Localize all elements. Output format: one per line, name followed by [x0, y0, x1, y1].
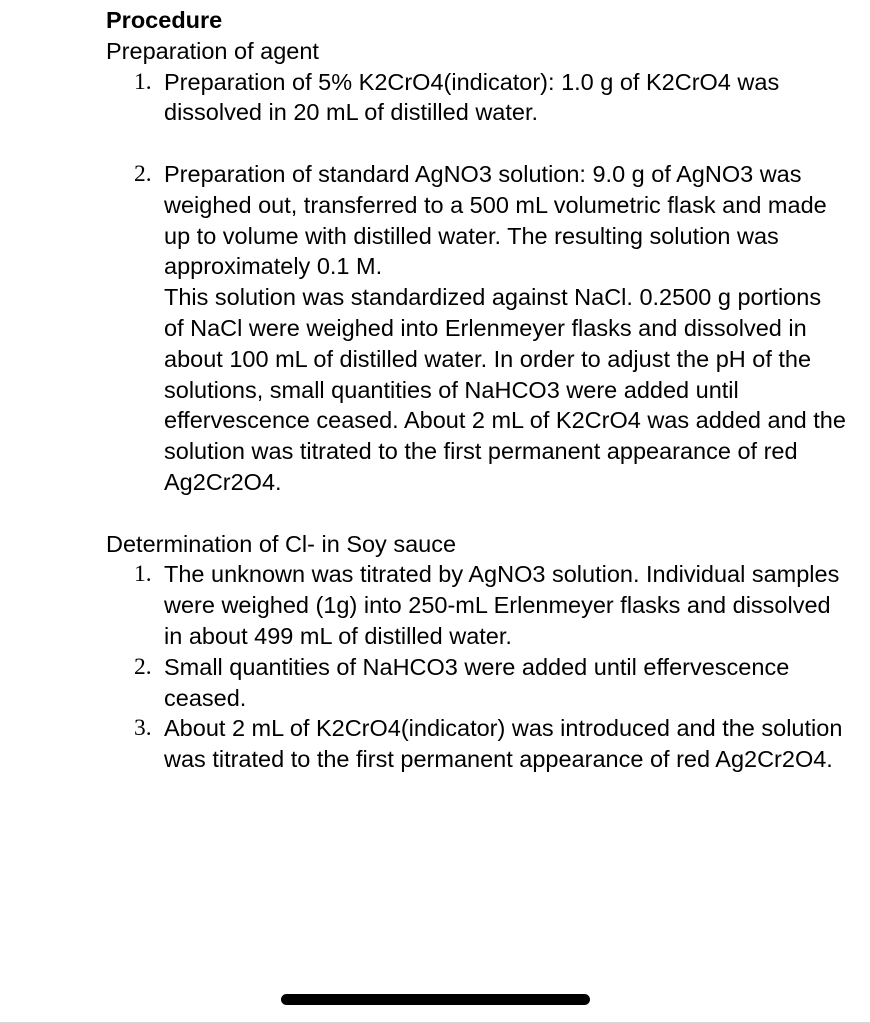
list-item-number: 2. [134, 653, 152, 680]
list-item [106, 67, 846, 129]
list-item-text: About 2 mL of K2CrO4(indicator) was introduced and the solution was titrated to the first permanent appearance of red Ag2Cr2O4. [164, 715, 843, 773]
procedure-heading: Procedure [106, 7, 223, 33]
list-item-text-continued: This solution was standardized against NaCl. 0.2500 g portions of NaCl were weighed into Erlenmeyer flasks and dissolved in about 100 mL of distilled water. In order to adjust the pH of the solutions, small quantities of NaHCO3 were added until effervescence ceased. About 2 mL of K2CrO4 was added and the solution was titrated to the first permanent appearance of red Ag2Cr2O4. [164, 284, 846, 495]
section-spacer [106, 498, 846, 529]
list-item-text: Preparation of standard AgNO3 solution: 9.0 g of AgNO3 was weighed out, transferred to a 500 mL volumetric flask and made up to volume with distilled water. The resulting solution was approximately 0.1 M. [164, 160, 827, 280]
section-title-determination: Determination of Cl- in Soy sauce [106, 530, 457, 557]
list-spacer [106, 128, 846, 159]
list-item-number: 1. [134, 561, 152, 588]
list-item [106, 159, 846, 498]
list-item-text: Preparation of 5% K2CrO4(indicator): 1.0 g of K2CrO4 was dissolved in 20 mL of distilled water. [164, 68, 780, 126]
list-item [106, 652, 846, 714]
procedure-document [106, 5, 846, 775]
home-indicator-bar[interactable] [281, 994, 590, 1005]
determination-list [106, 559, 846, 775]
list-item [106, 559, 846, 651]
list-item-number: 1. [134, 68, 152, 95]
section-title-preparation: Preparation of agent [106, 37, 319, 64]
list-item [106, 713, 846, 775]
list-item-text: The unknown was titrated by AgNO3 solution. Individual samples were weighed (1g) into 250-mL Erlenmeyer flasks and dissolved in about 499 mL of distilled water. [164, 561, 840, 649]
list-item-text: Small quantities of NaHCO3 were added until effervescence ceased. [164, 653, 790, 711]
preparation-list [106, 67, 846, 498]
list-item-number: 3. [134, 715, 152, 742]
list-item-number: 2. [134, 160, 152, 187]
